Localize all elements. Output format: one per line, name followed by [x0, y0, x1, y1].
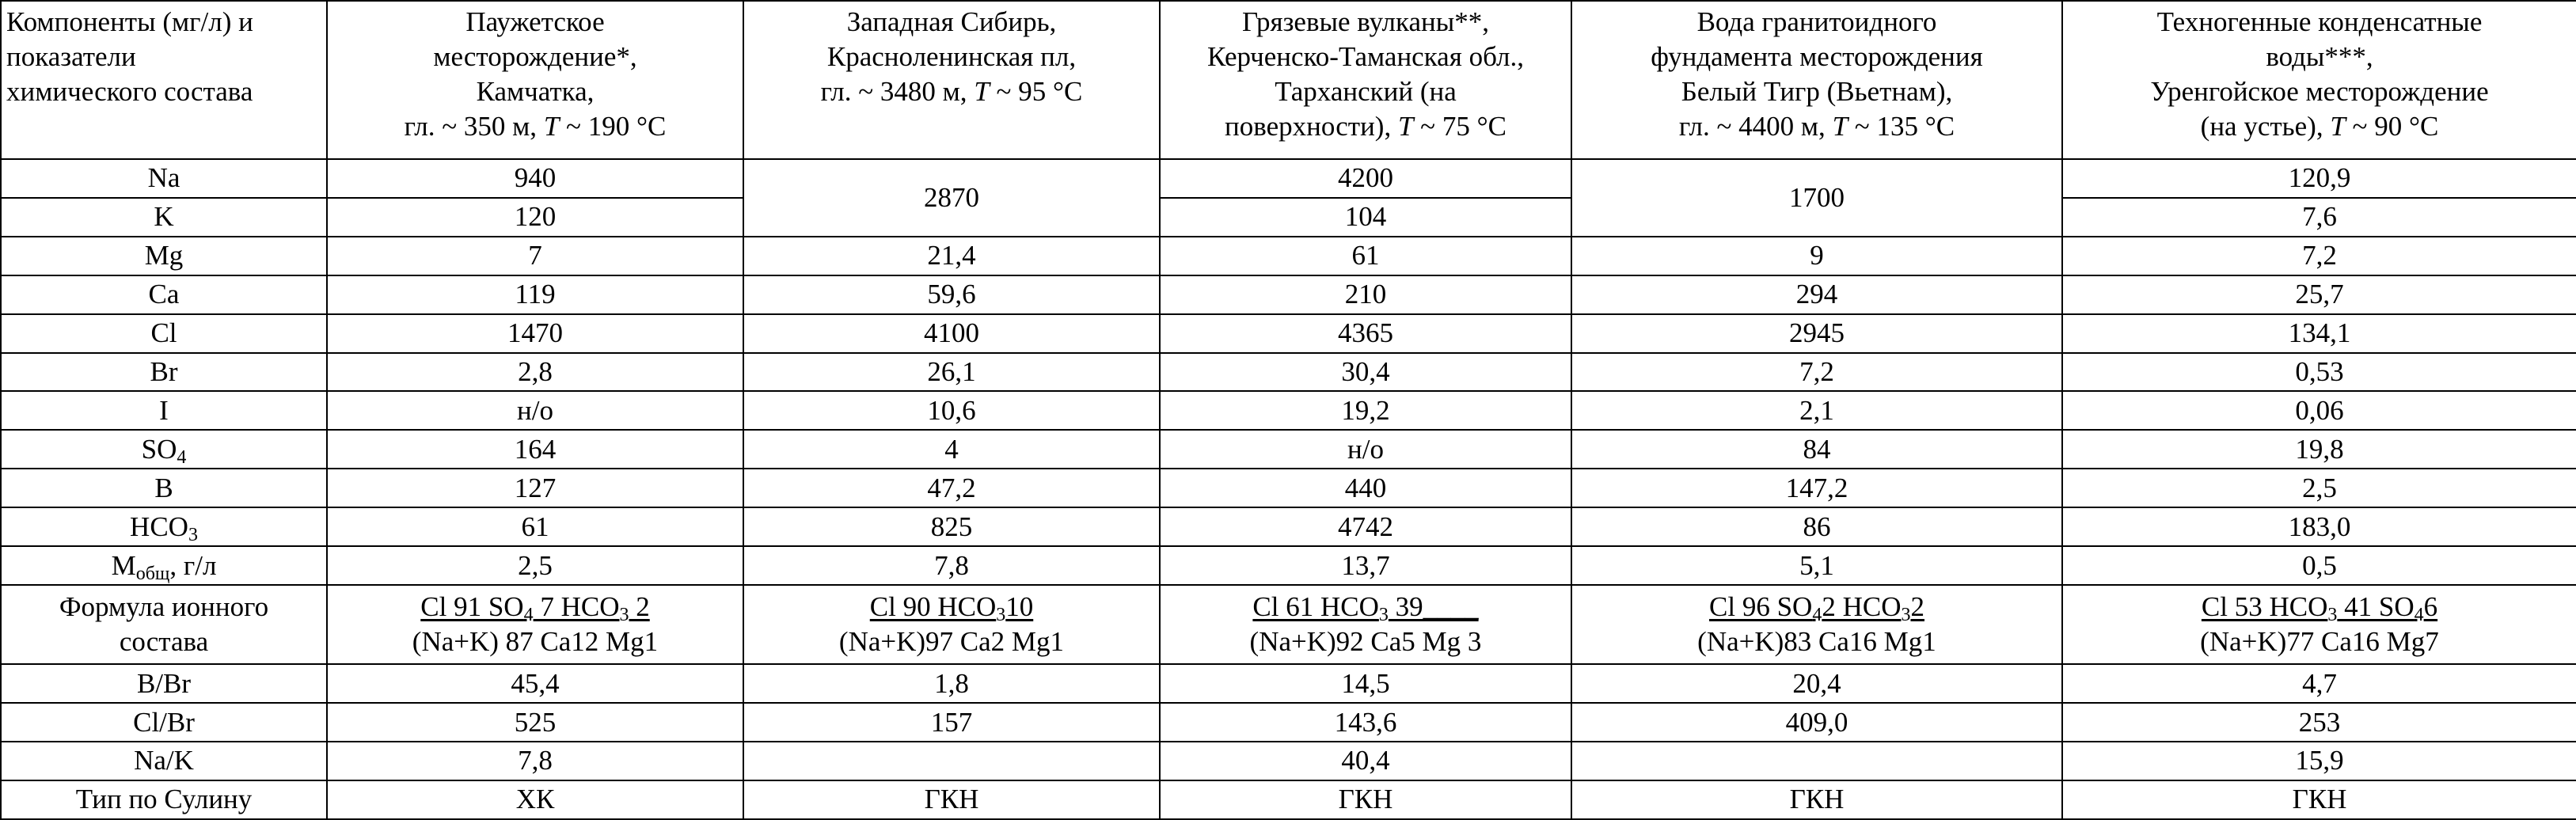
table-cell: ГКН	[743, 780, 1160, 819]
row-label	[1, 546, 327, 585]
header-text: Уренгойское месторождение	[2150, 76, 2489, 107]
table-cell: 0,53	[2062, 353, 2576, 392]
header-text: поверхности),	[1225, 111, 1398, 142]
table-cell: 7,2	[1571, 353, 2062, 392]
table-cell: 19,8	[2062, 430, 2576, 469]
header-row	[1, 1, 2576, 159]
header-text: T	[1832, 111, 1848, 142]
table-cell: 40,4	[1160, 742, 1571, 780]
table-cell: 10,6	[743, 391, 1160, 430]
header-text: (на устье),	[2200, 111, 2331, 142]
row-label-text: состава	[119, 626, 209, 658]
formula-cell	[2062, 585, 2576, 664]
table-row	[1, 780, 2576, 819]
table-cell: н/о	[327, 391, 743, 430]
table-cell: 9	[1571, 237, 2062, 275]
table-cell: 15,9	[2062, 742, 2576, 780]
table-cell	[743, 742, 1160, 780]
table-cell: 134,1	[2062, 314, 2576, 353]
table-cell: 825	[743, 507, 1160, 546]
header-text: Паужетское	[465, 6, 605, 37]
formula-cell	[743, 585, 1160, 664]
formula-numerator: Cl 90 $HCO_310$	[869, 591, 1034, 626]
header-text: Западная Сибирь,	[846, 6, 1057, 37]
table-cell: 0,06	[2062, 391, 2576, 430]
header-text: ~ 135 °С	[1848, 111, 1955, 142]
table-cell: 940	[327, 159, 743, 198]
table-cell: 294	[1571, 275, 2062, 314]
header-text: Компоненты (мг/л) и	[6, 6, 253, 37]
formula-denominator: (Na+K) 87 Ca12 Mg1	[412, 626, 659, 658]
table-cell: ХК	[327, 780, 743, 819]
formula-cell	[1571, 585, 2062, 664]
table-cell: 4	[743, 430, 1160, 469]
table-cell: 1470	[327, 314, 743, 353]
header-text: месторождение*,	[433, 41, 637, 72]
table-cell: 7,8	[743, 546, 1160, 585]
row-label-text: Формула ионного	[59, 591, 269, 623]
header-text: Тарханский (на	[1275, 76, 1457, 107]
header-text: Вода гранитоидного	[1696, 6, 1937, 37]
row-label-subscript: 4	[177, 446, 187, 468]
header-text: гл. ~ 350 м,	[404, 111, 544, 142]
table-cell: 59,6	[743, 275, 1160, 314]
table-cell: 47,2	[743, 469, 1160, 507]
table-cell-merged: 1700	[1571, 159, 2062, 237]
header-text: T	[543, 111, 560, 142]
row-label: Ca	[1, 275, 327, 314]
row-label: I	[1, 391, 327, 430]
formula-numerator: Cl 61 $HCO_3$ 39____	[1252, 591, 1479, 626]
row-label	[1, 585, 327, 664]
row-label	[1, 430, 327, 469]
header-text: воды***,	[2266, 41, 2373, 72]
table-cell: ГКН	[1160, 780, 1571, 819]
table-cell: 525	[327, 703, 743, 742]
table-cell: 4100	[743, 314, 1160, 353]
header-text: гл. ~ 3480 м,	[820, 76, 975, 107]
header-text: гл. ~ 4400 м,	[1678, 111, 1833, 142]
header-text: ~ 90 °С	[2345, 111, 2439, 142]
table-cell: 61	[327, 507, 743, 546]
header-text: фундамента месторождения	[1651, 41, 1983, 72]
table-cell: ГКН	[1571, 780, 2062, 819]
row-label-subscript: общ	[135, 563, 170, 584]
table-cell: ГКН	[2062, 780, 2576, 819]
formula-denominator: (Na+K)77 Ca16 Mg7	[2200, 626, 2439, 658]
table-cell: 2945	[1571, 314, 2062, 353]
header-text: Красноленинская пл,	[826, 41, 1077, 72]
table-cell: 7,8	[327, 742, 743, 780]
row-label: B/Br	[1, 664, 327, 703]
table-row	[1, 664, 2576, 703]
header-text: T	[2330, 111, 2346, 142]
formula-numerator: Cl 96 $SO_42$ $HCO_32$	[1709, 591, 1924, 626]
formula-cell	[327, 585, 743, 664]
table-cell: 1,8	[743, 664, 1160, 703]
table-row	[1, 469, 2576, 507]
table-cell: 253	[2062, 703, 2576, 742]
table-cell: 86	[1571, 507, 2062, 546]
row-label-text: M	[111, 549, 136, 581]
table-cell: 157	[743, 703, 1160, 742]
table-cell: 4,7	[2062, 664, 2576, 703]
row-label: Na	[1, 159, 327, 198]
table-row	[1, 391, 2576, 430]
header-mud-volcanoes	[1160, 1, 1571, 159]
header-text: Грязевые вулканы**,	[1241, 6, 1490, 37]
table-cell: 0,5	[2062, 546, 2576, 585]
table-row	[1, 353, 2576, 392]
table-cell: 183,0	[2062, 507, 2576, 546]
table-cell: 25,7	[2062, 275, 2576, 314]
row-label-text: , г/л	[169, 549, 217, 581]
header-text: Техногенные конденсатные	[2156, 6, 2483, 37]
formula-denominator: (Na+K)83 Ca16 Mg1	[1697, 626, 1936, 658]
table-row	[1, 507, 2576, 546]
header-text: T	[1397, 111, 1414, 142]
row-label: K	[1, 198, 327, 237]
row-label: Br	[1, 353, 327, 392]
table-row	[1, 742, 2576, 780]
table-cell: 13,7	[1160, 546, 1571, 585]
table-cell: 143,6	[1160, 703, 1571, 742]
row-label: Na/K	[1, 742, 327, 780]
table-cell: 119	[327, 275, 743, 314]
table-row-formula	[1, 585, 2576, 664]
row-label-subscript: 3	[188, 524, 198, 545]
table-cell-merged: 2870	[743, 159, 1160, 237]
header-text: ~ 190 °С	[559, 111, 667, 142]
table-cell: 14,5	[1160, 664, 1571, 703]
header-components	[1, 1, 327, 159]
header-pauzhetskoe	[327, 1, 743, 159]
formula-cell	[1160, 585, 1571, 664]
row-label	[1, 507, 327, 546]
header-text: Камчатка,	[476, 76, 595, 107]
formula-numerator: Cl 91 $SO_4$ 7 $HCO_3$ 2	[420, 591, 650, 626]
table-cell: 2,8	[327, 353, 743, 392]
table-cell: 4742	[1160, 507, 1571, 546]
table-cell: 61	[1160, 237, 1571, 275]
table-cell: 104	[1160, 198, 1571, 237]
table-cell: 4200	[1160, 159, 1571, 198]
table-cell: 440	[1160, 469, 1571, 507]
table-cell: 147,2	[1571, 469, 2062, 507]
table-cell: 210	[1160, 275, 1571, 314]
table-cell: 409,0	[1571, 703, 2062, 742]
table-cell: 7,2	[2062, 237, 2576, 275]
row-label: Тип по Сулину	[1, 780, 327, 819]
table-cell: 127	[327, 469, 743, 507]
header-west-siberia	[743, 1, 1160, 159]
formula-numerator: Cl 53 $HCO_3$ 41 $SO_46$	[2201, 591, 2438, 626]
row-label: Cl/Br	[1, 703, 327, 742]
row-label-text: SO	[141, 433, 177, 465]
table-row	[1, 159, 2576, 198]
header-text: Керченско-Таманская обл.,	[1207, 41, 1524, 72]
table-cell: 2,1	[1571, 391, 2062, 430]
table-row	[1, 198, 2576, 237]
header-urengoy	[2062, 1, 2576, 159]
table-cell	[1571, 742, 2062, 780]
table-cell: н/о	[1160, 430, 1571, 469]
table-cell: 7,6	[2062, 198, 2576, 237]
table-cell: 2,5	[2062, 469, 2576, 507]
formula-denominator: (Na+K)92 Ca5 Mg 3	[1249, 626, 1482, 658]
row-label: Mg	[1, 237, 327, 275]
table-row	[1, 546, 2576, 585]
table-cell: 45,4	[327, 664, 743, 703]
table-cell: 19,2	[1160, 391, 1571, 430]
table-cell: 5,1	[1571, 546, 2062, 585]
header-text: показатели	[6, 41, 136, 72]
table-row	[1, 237, 2576, 275]
table-cell: 21,4	[743, 237, 1160, 275]
header-text: ~ 95 °С	[989, 76, 1083, 107]
header-text: T	[974, 76, 990, 107]
formula-denominator: (Na+K)97 Ca2 Mg1	[838, 626, 1065, 658]
header-text: Белый Тигр (Вьетнам),	[1681, 76, 1953, 107]
table-cell: 2,5	[327, 546, 743, 585]
table-cell: 30,4	[1160, 353, 1571, 392]
header-text: ~ 75 °С	[1413, 111, 1506, 142]
header-white-tiger	[1571, 1, 2062, 159]
table-cell: 4365	[1160, 314, 1571, 353]
table-row	[1, 703, 2576, 742]
table-cell: 120,9	[2062, 159, 2576, 198]
table-cell: 7	[327, 237, 743, 275]
table-cell: 164	[327, 430, 743, 469]
row-label: B	[1, 469, 327, 507]
row-label-text: HCO	[130, 511, 188, 542]
table-cell: 26,1	[743, 353, 1160, 392]
table-row	[1, 430, 2576, 469]
header-text: химического состава	[6, 76, 253, 107]
table-cell: 20,4	[1571, 664, 2062, 703]
table-cell: 120	[327, 198, 743, 237]
table-cell: 84	[1571, 430, 2062, 469]
table-row	[1, 314, 2576, 353]
row-label: Cl	[1, 314, 327, 353]
table-row	[1, 275, 2576, 314]
